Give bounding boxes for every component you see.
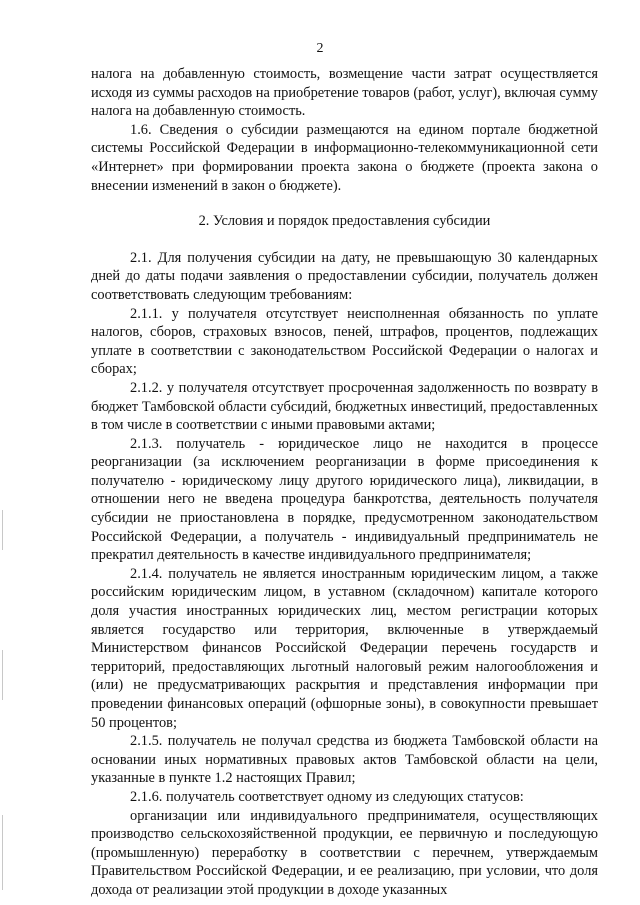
scan-margin-mark xyxy=(2,510,3,550)
scan-margin-mark xyxy=(2,815,3,890)
paragraph-continuation: налога на добавленную стоимость, возмещение части затрат осуществляется исходя из суммы расходов на приобретение товаров (работ, услуг), включая сумму налога на добавленную стоимость. xyxy=(91,66,598,120)
paragraph-2-1-3: 2.1.3. получатель - юридическое лицо не находится в процессе реорганизации (за исключением реорганизации в форме присоединения к получателю - юридическому лицу другого юридического лица), ликвидации, в отношении него не введена процедура банкротства, деятельность получателя субсидии не приостановлена в порядке, предусмотренном законодательством Российской Федерации, а получатель - индивидуальный предприниматель не прекратил деятельность в качестве индивидуального предпринимателя; xyxy=(91,435,598,564)
document-body xyxy=(91,65,598,900)
paragraph-2-1-5: 2.1.5. получатель не получал средства из бюджета Тамбовской области на основании иных нормативных правовых актов Тамбовской области на цели, указанные в пункте 1.2 настоящих Правил; xyxy=(91,733,598,787)
paragraph-1-6: 1.6. Сведения о субсидии размещаются на едином портале бюджетной системы Российской Федерации в информационно-телекоммуникационной сети «Интернет» при формировании проекта закона о бюджете (проекта закона о внесении изменений в закон о бюджете). xyxy=(91,121,598,194)
paragraph-2-1-4: 2.1.4. получатель не является иностранным юридическим лицом, а также российским юридическим лицом, в уставном (складочном) капитале которого доля участия иностранных юридических лиц, местом регистрации которых является государство или территория, включенные в утверждаемый Министерством финансов Российской Федерации перечень государств и территорий, предоставляющих льготный налоговый режим налогообложения и (или) не предусматривающих раскрытия и представления информации при проведении финансовых операций (офшорные зоны), в совокупности превышает 50 процентов; xyxy=(91,565,598,731)
paragraph-2-1-6: 2.1.6. получатель соответствует одному из следующих статусов: xyxy=(130,788,524,805)
paragraph-2-1-1: 2.1.1. у получателя отсутствует неисполненная обязанность по уплате налогов, сборов, страховых взносов, пеней, штрафов, процентов, подлежащих уплате в соответствии с законодательством Российской Федерации о налогах и сборах; xyxy=(91,305,598,378)
scan-margin-mark xyxy=(2,650,3,700)
paragraph-2-1: 2.1. Для получения субсидии на дату, не превышающую 30 календарных дней до даты подачи заявления о предоставлении субсидии, получатель должен соответствовать следующим требованиям: xyxy=(91,249,598,303)
section-heading: 2. Условия и порядок предоставления субсидии xyxy=(198,213,491,230)
paragraph-status-description: организации или индивидуального предпринимателя, осуществляющих производство сельскохозяйственной продукции, ее первичную и последующую (промышленную) переработку в соответствии с перечнем, утверждаемым Правительством Российской Федерации, и ее реализацию, при условии, что доля дохода от реализации этой продукции в доходе указанных xyxy=(91,807,598,898)
paragraph-2-1-2: 2.1.2. у получателя отсутствует просроченная задолженность по возврату в бюджет Тамбовской области субсидий, бюджетных инвестиций, предоставленных в том числе в соответствии с иными правовыми актами; xyxy=(91,379,598,434)
page-number: 2 xyxy=(316,41,324,56)
